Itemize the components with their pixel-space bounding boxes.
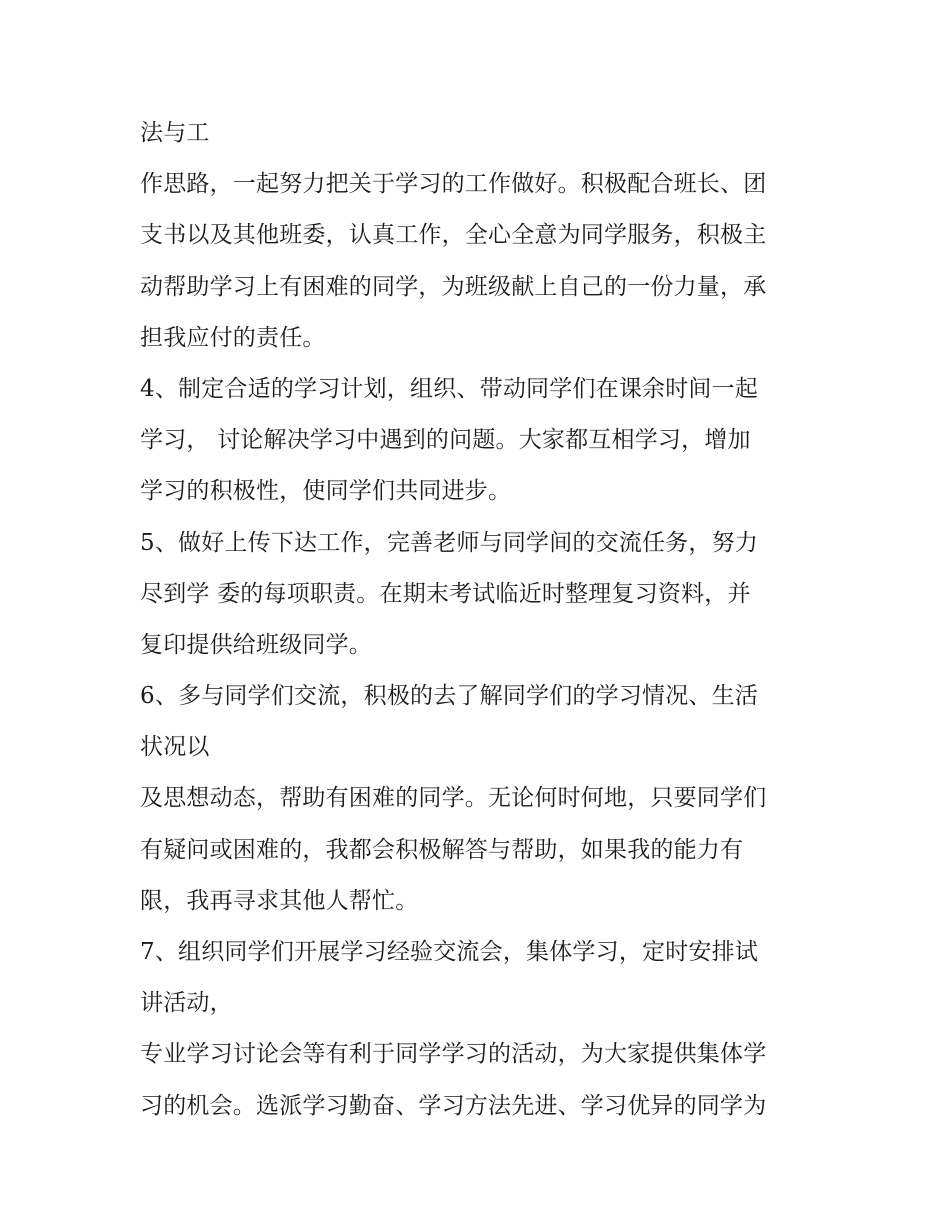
- text-line: 习的机会。选派学习勤奋、学习方法先进、学习优异的同学为: [140, 1092, 767, 1119]
- text-line: 及思想动态，帮助有困难的同学。无论何时何地，只要同学们: [140, 785, 767, 812]
- text-line: 学习， 讨论解决学习中遇到的问题。大家都互相学习，增加: [140, 427, 751, 454]
- text-line: 讲活动，: [140, 990, 233, 1017]
- text-line: 6、多与同学们交流，积极的去了解同学们的学习情况、生活: [140, 683, 759, 710]
- text-line: 尽到学 委的每项职责。在期末考试临近时整理复习资料，并: [140, 580, 751, 607]
- text-line: 动帮助学习上有困难的同学，为班级献上自己的一份力量，承: [140, 273, 767, 300]
- text-line: 作思路，一起努力把关于学习的工作做好。积极配合班长、团: [140, 171, 767, 198]
- text-line: 复印提供给班级同学。: [140, 631, 372, 658]
- text-line: 学习的积极性，使同学们共同进步。: [140, 478, 512, 505]
- text-line: 限，我再寻求其他人帮忙。: [140, 887, 419, 914]
- text-line: 法与工: [140, 120, 210, 146]
- text-line: 支书以及其他班委，认真工作，全心全意为同学服务，积极主: [140, 222, 767, 249]
- text-line: 状况以: [140, 734, 210, 761]
- document-body: [140, 108, 830, 1132]
- text-line: 4、制定合适的学习计划，组织、带动同学们在课余时间一起: [140, 375, 759, 402]
- text-line: 5、做好上传下达工作，完善老师与同学间的交流任务，努力: [140, 529, 759, 556]
- text-line: 有疑问或困难的，我都会积极解答与帮助，如果我的能力有: [140, 836, 744, 863]
- text-line: 7、组织同学们开展学习经验交流会，集体学习，定时安排试: [140, 939, 759, 965]
- text-line: 担我应付的责任。: [140, 324, 326, 351]
- text-line: 专业学习讨论会等有利于同学学习的活动，为大家提供集体学: [140, 1041, 767, 1068]
